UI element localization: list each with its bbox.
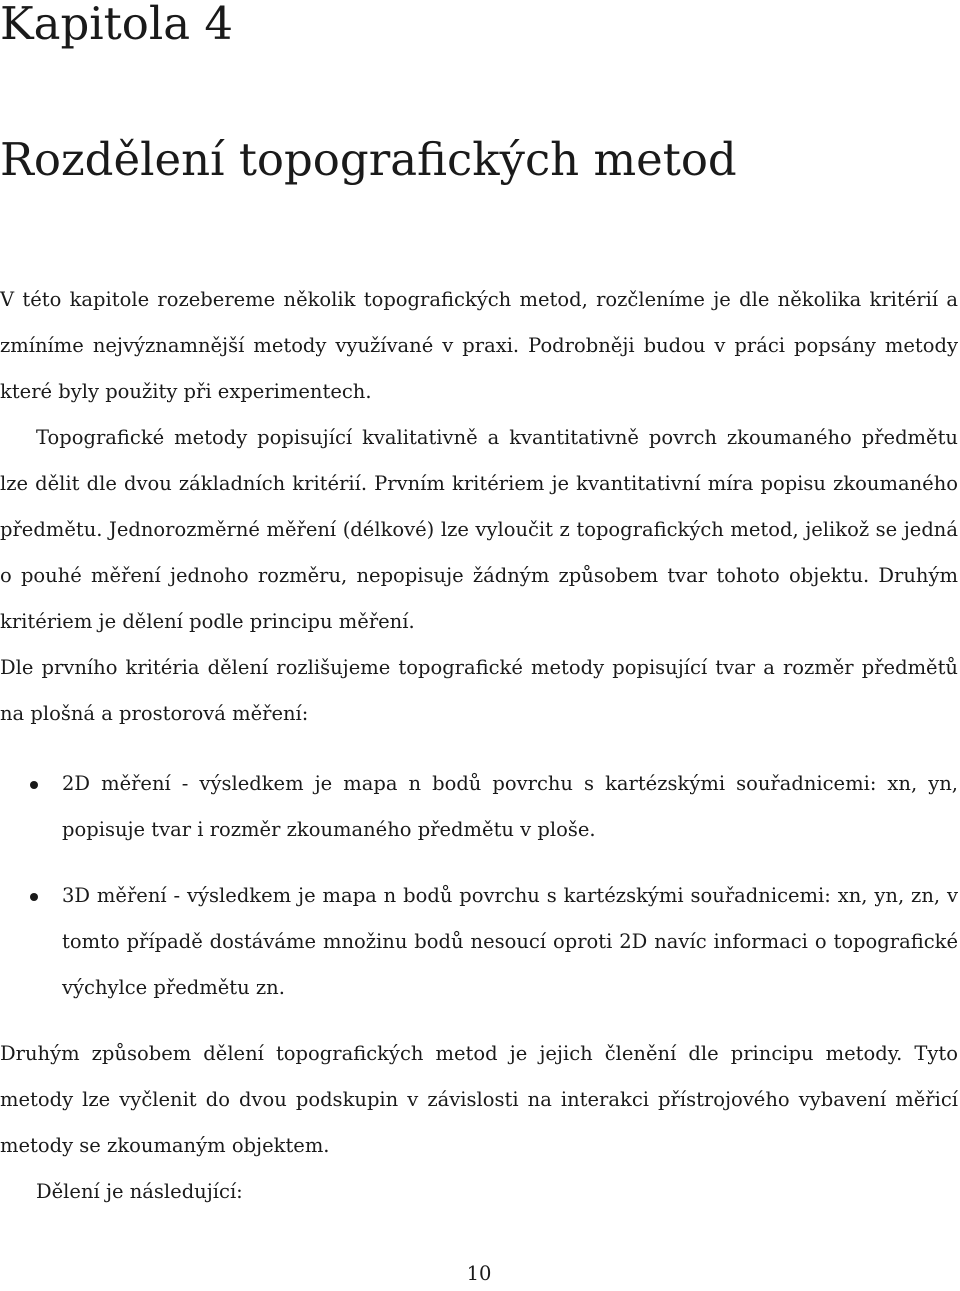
page-number: 10 xyxy=(466,1262,492,1285)
list-item xyxy=(0,873,958,1011)
paragraph-intro: V této kapitole rozebereme několik topografických metod, rozčleníme je dle několika kritérií a zmíníme nejvýznamnější metody využívané v praxi. Podrobněji budou v práci popsány metody které byly použity při experimentech. xyxy=(0,288,958,403)
chapter-label: Kapitola 4 xyxy=(0,0,233,50)
paragraph-first-criterion: Dle prvního kritéria dělení rozlišujeme topografické metody popisující tvar a rozměr předmětů na plošná a prostorová měření: xyxy=(0,656,958,725)
chapter-title: Rozdělení topografických metod xyxy=(0,133,737,186)
paragraph-criteria: Topografické metody popisující kvalitativně a kvantitativně povrch zkoumaného předmětu lze dělit dle dvou základních kritérií. Prvním kritériem je kvantitativní míra popisu zkoumaného předmětu. Jednorozměrné měření (délkové) lze vyloučit z topografických metod, jelikož se jedná o pouhé měření jednoho rozměru, nepopisuje žádným způsobem tvar tohoto objektu. Druhým kritériem je dělení podle principu měření. xyxy=(0,426,958,633)
paragraph-second-criterion: Druhým způsobem dělení topografických metod je jejich členění dle principu metody. Tyto metody lze vyčlenit do dvou podskupin v závislosti na interakci přístrojového vybavení měřicí metody se zkoumaným objektem. xyxy=(0,1042,958,1157)
paragraph-division: Dělení je následující: xyxy=(36,1180,243,1203)
list-item-text: 3D měření - výsledkem je mapa n bodů povrchu s kartézskými souřadnicemi: xn, yn, zn, v tomto případě dostáváme množinu bodů nesoucí oproti 2D navíc informaci o topografické výchylce předmětu zn. xyxy=(62,884,958,999)
list-item-text: 2D měření - výsledkem je mapa n bodů povrchu s kartézskými souřadnicemi: xn, yn, popisuje tvar i rozměr zkoumaného předmětu v ploše. xyxy=(62,772,958,841)
body-text xyxy=(0,277,958,1215)
bullet-icon xyxy=(30,893,38,901)
bullet-icon xyxy=(30,781,38,789)
measurement-list xyxy=(0,761,958,1011)
list-item xyxy=(0,761,958,853)
